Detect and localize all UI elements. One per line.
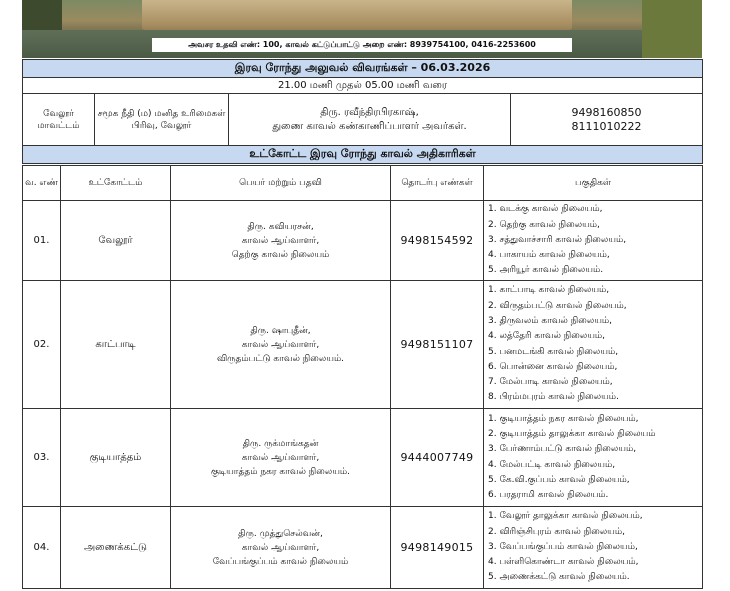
area-item: 5. பனமடங்கி காவல் நிலையம், [488,346,619,357]
officer-line: காவல் ஆய்வாளர், [241,235,320,246]
row-subdivision: அணைக்கட்டு [61,507,171,589]
area-item: 3. பேர்ணாம்பட்டு காவல் நிலையம், [488,444,637,455]
officer-line: திரு. ருக்மாங்கதன் [242,438,319,449]
row-areas [484,507,703,589]
district-officer-name: திரு. ரவீந்திரபிரகாஷ், [320,106,419,118]
table-row [23,409,703,507]
officer-line: விருதம்பட்டு காவல் நிலையம். [216,353,345,364]
row-officer [171,507,391,589]
row-subdivision: காட்பாடி [61,281,171,409]
officer-line: தெற்கு காவல் நிலையம் [231,249,330,260]
area-item: 2. விருதம்பட்டு காவல் நிலையம், [488,300,627,311]
table-row [23,281,703,409]
col-header-officer: பெயர் மற்றும் பதவி [171,166,391,201]
area-item: 5. கே.வி.குப்பம் காவல் நிலையம், [488,474,630,485]
row-phone: 9498154592 [391,201,484,281]
row-areas [484,409,703,507]
area-item: 1. வடக்கு காவல் நிலையம், [488,204,603,215]
area-item: 8. பிரம்மபுரம் காவல் நிலையம். [488,392,619,403]
row-areas [484,201,703,281]
col-header-phone: தொடர்பு எண்கள் [391,166,484,201]
row-subdivision: குடியாத்தம் [61,409,171,507]
area-item: 3. சத்துவாச்சாரி காவல் நிலையம், [488,234,627,245]
time-range: 21.00 மணி முதல் 05.00 மணி வரை [23,78,703,94]
area-item: 6. பரதராமி காவல் நிலையம். [488,490,609,501]
district-name: வேலூர் மாவட்டம் [23,94,95,146]
district-officer-title: துணை காவல் கண்காணிப்பாளர் அவர்கள். [272,120,467,132]
row-officer [171,281,391,409]
page-title: இரவு ரோந்து அலுவல் விவரங்கள் – 06.03.2026 [23,60,703,78]
district-unit: சமூக நீதி (ம) மனித உரிமைகள் பிரிவு, வேலூர் [95,94,229,146]
area-item: 4. லத்தேரி காவல் நிலையம், [488,331,606,342]
area-item: 3. திருவலம் காவல் நிலையம், [488,315,613,326]
col-header-subdivision: உட்கோட்டம் [61,166,171,201]
area-item: 2. குடியாத்தம் தாலுக்கா காவல் நிலையம் [488,428,656,439]
area-item: 1. காட்பாடி காவல் நிலையம், [488,285,610,296]
officer-line: வேப்பங்குப்பம் காவல் நிலையம் [212,556,349,567]
officer-line: காவல் ஆய்வாளர், [241,452,320,463]
area-item: 6. பொன்னை காவல் நிலையம், [488,361,618,372]
area-item: 2. விரிஞ்சிபுரம் காவல் நிலையம், [488,526,625,537]
row-sno: 02. [23,281,61,409]
col-header-areas: பகுதிகள் [484,166,703,201]
area-item: 1. குடியாத்தம் நகர காவல் நிலையம், [488,413,639,424]
officer-line: திரு. முத்துசெல்வன், [238,528,323,539]
row-officer [171,201,391,281]
col-header-sno: வ. எண் [23,166,61,201]
district-phones [511,94,703,146]
officer-line: காவல் ஆய்வாளர், [241,339,320,350]
row-phone: 9444007749 [391,409,484,507]
header-banner-image [22,0,702,58]
officer-line: காவல் ஆய்வாளர், [241,542,320,553]
document-sheet [22,0,702,591]
helpline-text: அவசர உதவி எண்: 100, காவல் கட்டுப்பாட்டு அறை எண்: 8939754100, 0416-2253600 [152,38,572,52]
table-row [23,201,703,281]
banner-tree-right [642,0,702,58]
area-item: 2. தெற்கு காவல் நிலையம், [488,219,600,230]
area-item: 5. அரியூர் காவல் நிலையம். [488,265,604,276]
district-phone-2: 8111010222 [571,119,642,133]
row-areas [484,281,703,409]
row-sno: 03. [23,409,61,507]
area-item: 7. மேல்பாடி காவல் நிலையம், [488,377,613,388]
officers-table [22,165,703,589]
area-item: 3. வேப்பங்குப்பம் காவல் நிலையம், [488,541,638,552]
section-title: உட்கோட்ட இரவு ரோந்து காவல் அதிகாரிகள் [23,146,703,164]
row-phone: 9498149015 [391,507,484,589]
row-sno: 04. [23,507,61,589]
district-phone-1: 9498160850 [571,105,642,119]
summary-table [22,59,703,164]
area-item: 1. வேலூர் தாலுக்கா காவல் நிலையம், [488,511,643,522]
area-item: 4. பாகாயம் காவல் நிலையம், [488,250,610,261]
district-officer [229,94,511,146]
row-subdivision: வேலூர் [61,201,171,281]
officer-line: குடியாத்தம் நகர காவல் நிலையம். [210,466,351,477]
table-header-row [23,166,703,201]
row-phone: 9498151107 [391,281,484,409]
row-officer [171,409,391,507]
area-item: 4. மேல்பட்டி காவல் நிலையம், [488,459,616,470]
officer-line: திரு. கவியரசன், [247,221,314,232]
officer-line: திரு. ஷாபுதீன், [250,325,311,336]
row-sno: 01. [23,201,61,281]
area-item: 4. பள்ளிகொண்டா காவல் நிலையம், [488,557,639,568]
table-row [23,507,703,589]
area-item: 5. அணைக்கட்டு காவல் நிலையம். [488,572,630,583]
